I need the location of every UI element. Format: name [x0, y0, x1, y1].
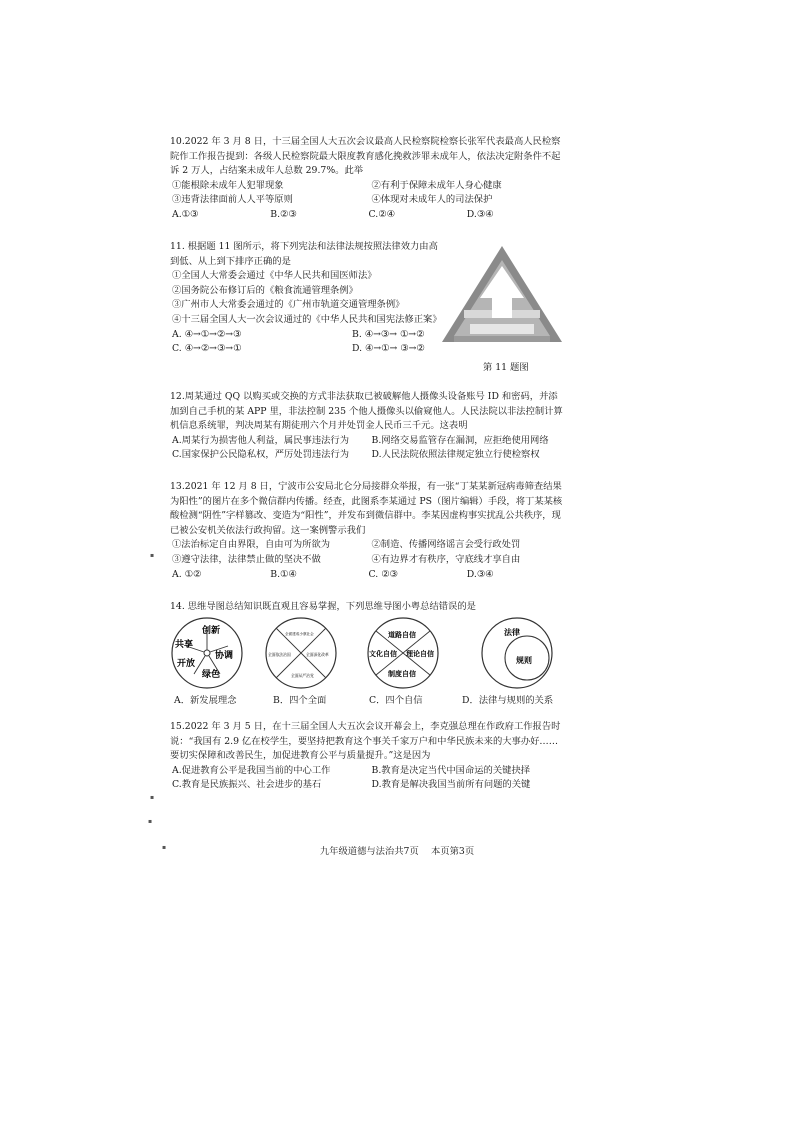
question-10-item: ①能根除未成年人犯罪现象 [172, 179, 284, 191]
question-13-item: ②制造、传播网络谣言会受行政处罚 [371, 539, 521, 551]
mindmap-b-word: 全面深化改革 [306, 652, 329, 657]
mindmap-d-caption: D．法律与规则的关系 [462, 695, 554, 706]
figure-11-caption: 第 11 题图 [483, 362, 529, 373]
question-14 [170, 600, 565, 615]
question-15 [170, 720, 565, 793]
question-10-items [170, 179, 565, 208]
option-b: B.教育是决定当代中国命运的关键抉择 [371, 764, 531, 776]
question-10-stem: 10.2022 年 3 月 8 日，十三届全国人大五次会议最高人民检察院检察长张军代表最高人民检察院作工作报告提到：各级人民检察院最大限度教育感化挽救涉罪未成年人，依法决定附条件不起诉 2 万人，占结案未成年人总数 29.7%。此举 [170, 136, 561, 177]
mindmap-a-word: 协调 [215, 651, 234, 661]
option-b: B.①④ [270, 568, 297, 580]
option-a: A.周某行为损害他人利益，属民事违法行为 [172, 434, 350, 446]
option-a: A. ④→①→②→③ [172, 328, 242, 340]
question-10 [170, 135, 565, 223]
mindmap-b-caption: B．四个全面 [273, 695, 327, 706]
scan-speck: ▪ [150, 794, 155, 801]
question-11-stem: 11. 根据题 11 图所示，将下列宪法和法律法规按照法律效力由高到低、从上到下排序正确的是 [170, 241, 438, 267]
mindmap-a-word: 创新 [202, 626, 221, 636]
option-c: C. ②③ [368, 568, 398, 580]
question-13-item: ③遵守法律，法律禁止做的坚决不做 [172, 553, 321, 565]
option-c: C.教育是民族振兴、社会进步的基石 [172, 779, 322, 791]
scan-speck: ▪ [162, 844, 167, 851]
question-13-item: ④有边界才有秩序，守底线才享自由 [371, 553, 521, 565]
mindmap-a-caption: A．新发展理念 [174, 695, 237, 706]
question-12-options [170, 434, 565, 463]
question-14-stem: 14. 思维导图总结知识既直观且容易掌握，下列思维导图小粤总结错误的是 [170, 601, 476, 612]
mindmap-b-word: 全面从严治党 [291, 673, 314, 678]
scan-speck: ▪ [148, 818, 153, 825]
mindmap-c-word: 制度自信 [388, 669, 416, 678]
question-11 [170, 240, 442, 357]
option-a: A.①③ [172, 208, 199, 220]
question-10-options [170, 208, 565, 223]
option-c: C.国家保护公民隐私权，严厉处罚违法行为 [172, 449, 350, 461]
question-10-item: ③违背法律面前人人平等原则 [172, 194, 293, 206]
question-13-item: ①法治标定自由界限，自由可为所欲为 [172, 539, 331, 551]
mindmap-c-word: 理论自信 [406, 649, 434, 658]
page-footer: 九年级道德与法治共7页 本页第3页 [319, 846, 475, 857]
question-12-stem: 12.周某通过 QQ 以购买或交换的方式非法获取已被破解他人摄像头设备账号 ID 和密码，并添加到自己手机的某 APP 里，非法控制 235 个他人摄像头以偷窥他人。人民法院以非法控制计算机信息系统罪，判决周某有期徒刑六个月并处罚金人民币三千元。这表明 [170, 391, 563, 432]
mindmap-b-word: 全面依法治国 [268, 652, 291, 657]
question-12 [170, 390, 565, 463]
option-b: B.②③ [270, 208, 297, 220]
question-11-item: ②国务院公布修订后的《粮食流通管理条例》 [172, 284, 358, 296]
question-11-item: ④十三届全国人大一次会议通过的《中华人民共和国宪法修正案》 [172, 313, 442, 325]
question-10-item: ②有利于保障未成年人身心健康 [371, 179, 502, 191]
option-b: B.网络交易监管存在漏洞，应拒绝使用网络 [371, 434, 549, 446]
option-a: A.促进教育公平是我国当前的中心工作 [172, 764, 331, 776]
mindmap-c [364, 616, 442, 690]
option-d: D.③④ [466, 208, 494, 220]
scan-speck: ▪ [150, 552, 155, 559]
mindmap-c-caption: C．四个自信 [369, 695, 423, 706]
option-d: D.教育是解决我国当前所有问题的关键 [371, 779, 531, 791]
option-b: B. ④→③→ ①→② [352, 328, 425, 340]
question-15-stem: 15.2022 年 3 月 5 日，在十三届全国人大五次会议开幕会上，李克强总理在作政府工作报告时说：“我国有 2.9 亿在校学生，要坚持把教育这个事关千家万户和中华民族未来的大事办好……要切实保障和改善民生，加促进教育公平与质量提升。”这是因为 [170, 721, 561, 762]
option-d: D.③④ [466, 568, 494, 580]
mindmap-b-word: 全面建成小康社会 [285, 632, 314, 636]
mindmap-a-word: 开放 [177, 659, 196, 669]
mindmap-d [478, 616, 556, 690]
mindmap-a [168, 616, 246, 690]
question-13-items [170, 538, 565, 567]
mindmap-c-word: 道路自信 [388, 630, 416, 639]
mindmap-d-word: 规则 [516, 655, 532, 665]
question-11-item: ③广州市人大常委会通过的《广州市轨道交通管理条例》 [172, 299, 405, 311]
question-13 [170, 480, 565, 582]
question-15-options [170, 764, 565, 793]
question-11-item: ①全国人大常委会通过《中华人民共和国医师法》 [172, 270, 377, 282]
mindmap-a-word: 绿色 [202, 670, 221, 680]
mindmap-a-word: 共享 [175, 640, 194, 650]
question-13-stem: 13.2021 年 12 月 8 日，宁波市公安局北仑分局接群众举报，有一张“丁某某新冠病毒筛查结果为阳性”的图片在多个微信群内传播。经查，此图系李某通过 PS（图片编辑）手段，将丁某某核酸检测“阴性”字样篡改、变造为“阳性”，并发布到微信群中。李某因虚构事实扰乱公共秩序，现已被公安机关依法行政拘留。这一案例警示我们 [170, 481, 563, 536]
mindmap-d-word: 法律 [504, 627, 520, 637]
question-13-options [170, 568, 565, 583]
option-c: C. ④→②→③→① [172, 343, 242, 355]
option-c: C.②④ [368, 208, 395, 220]
option-d: D.人民法院依照法律规定独立行使检察权 [371, 449, 540, 461]
question-10-item: ④体现对未成年人的司法保护 [371, 194, 493, 206]
option-d: D. ④→①→ ③→② [352, 343, 425, 355]
option-a: A. ①② [172, 568, 202, 580]
mindmap-b [262, 616, 340, 690]
law-pyramid-figure [440, 244, 565, 346]
question-11-options [170, 328, 462, 357]
mindmap-c-word: 文化自信 [369, 649, 397, 658]
